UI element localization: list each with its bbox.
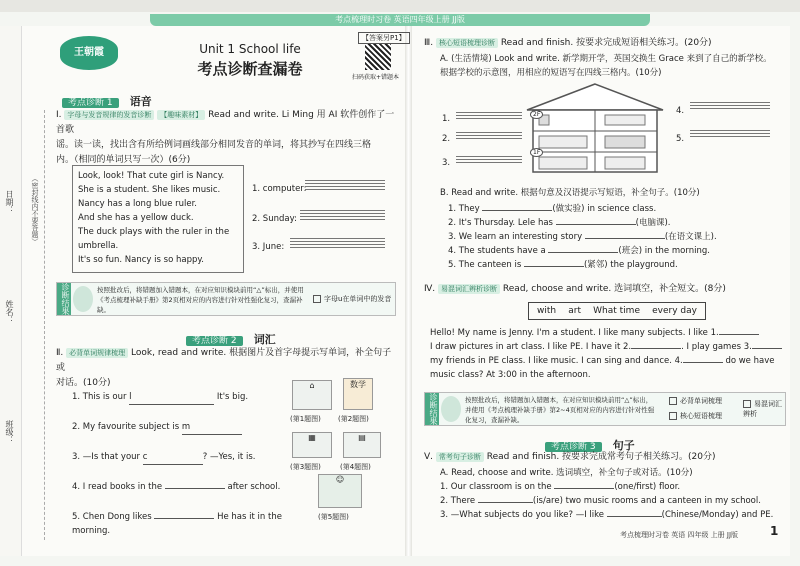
seal-line-note: （密封线内不要答题） <box>31 175 39 245</box>
sentence-text: after school. <box>227 482 281 492</box>
book-spine <box>405 26 412 556</box>
answer-blank[interactable] <box>631 348 681 349</box>
passage-text: . I play games 3. <box>681 342 752 352</box>
question-1 <box>56 108 396 168</box>
question-text: Read and finish. 按要求完成常考句子相关练习。(20分) <box>486 452 716 462</box>
check-label: 必背单词梳理 <box>680 397 722 405</box>
passage-text: Hello! My name is Jenny. I'm a student. I like many subjects. I like 1. <box>430 328 719 338</box>
item-text: 5. The canteen is <box>448 260 524 270</box>
section-2-header <box>186 328 386 348</box>
answer-blank[interactable] <box>607 516 662 517</box>
answer-blank[interactable] <box>482 210 552 211</box>
diagram-num: 5. <box>676 134 685 144</box>
section-badge: 考点诊断 3 <box>545 442 602 452</box>
poem-line: umbrella. <box>78 241 119 251</box>
classroom-desks-icon: ▦ <box>292 432 332 458</box>
q3-b-items <box>448 202 788 272</box>
b-item <box>448 230 788 244</box>
four-line-grid[interactable] <box>690 128 770 137</box>
poem-box <box>72 165 244 273</box>
checkbox-icon[interactable] <box>313 295 321 303</box>
item-label: 1. computer: <box>252 184 307 194</box>
poem-line: It's so fun. Nancy is so happy. <box>78 255 204 265</box>
hint-letter: l <box>129 392 132 402</box>
answer-blank[interactable] <box>182 420 242 435</box>
answer-blank[interactable] <box>554 488 614 489</box>
question-text: Read, choose and write. 选词填空，补全短文。(8分) <box>502 284 726 294</box>
word-option: with <box>537 306 557 316</box>
unit-title: Unit 1 School life <box>199 42 301 56</box>
sentence-text: He has it in the morning. <box>72 512 282 536</box>
item-text: 3. —What subjects do you like? —I like <box>440 510 607 520</box>
section-title: 语音 <box>129 95 152 108</box>
item-text: 2. There <box>440 496 478 506</box>
binding-margin <box>0 26 22 556</box>
q3-part-a <box>440 52 785 80</box>
four-line-grid[interactable] <box>456 130 522 139</box>
answer-blank[interactable] <box>752 348 782 349</box>
four-line-grid[interactable] <box>290 236 385 248</box>
header-banner: 考点梳理时习卷 英语四年级上册 JJ版 <box>150 14 650 26</box>
q2-sentence-5 <box>72 510 322 538</box>
hint-letter: c <box>142 452 148 462</box>
diagnosis-check-item[interactable] <box>669 411 722 421</box>
answer-blank[interactable] <box>524 266 584 267</box>
item-label: 2. Sunday: <box>252 214 297 224</box>
school-diagram <box>525 82 665 174</box>
question-number: Ⅴ. <box>424 452 434 462</box>
passage-text: my friends in PE class. I like music. I can sing and dance. 4. <box>430 356 683 366</box>
item-text: 1. Our classroom is on the <box>440 482 555 492</box>
answer-blank[interactable] <box>556 224 636 225</box>
word-option: art <box>568 306 581 316</box>
teacher-avatar <box>441 396 461 422</box>
answer-blank[interactable] <box>154 518 214 519</box>
poem-line: She is a student. She likes music. <box>78 185 221 195</box>
answer-tag: 【答案另P1】 <box>358 32 410 44</box>
q5-item <box>440 494 785 508</box>
check-label: 易混词汇辨析 <box>743 400 782 418</box>
item-hint: (班会) <box>618 246 643 256</box>
question-number: Ⅰ. <box>56 110 62 120</box>
b-item <box>448 244 788 258</box>
four-line-grid[interactable] <box>690 100 770 109</box>
item-text: in the morning. <box>642 246 710 256</box>
check-label: 字母u在单词中的发音 <box>324 295 392 303</box>
q5-item <box>440 480 785 494</box>
diagnosis-box <box>56 282 396 316</box>
question-text: 对话。(10分) <box>56 378 111 388</box>
question-number: Ⅳ. <box>424 284 436 294</box>
q2-sentence-3 <box>72 450 282 465</box>
q5-item <box>440 508 785 522</box>
question-tag: 字母与发音规律的发音诊断 <box>64 110 154 120</box>
sentence-text: 2. My favourite subject is <box>72 422 182 432</box>
item-text: 3. We learn an interesting story <box>448 232 585 242</box>
question-number: Ⅲ. <box>424 38 434 48</box>
answer-blank[interactable] <box>478 502 533 503</box>
word-option: What time <box>593 306 640 316</box>
diagram-num: 2. <box>442 134 451 144</box>
answer-blank[interactable] <box>165 488 225 489</box>
poem-line: Nancy has a long blue ruler. <box>78 199 198 209</box>
math-book-text: 数学 <box>350 380 366 389</box>
qr-code-icon[interactable] <box>365 44 391 70</box>
question-5 <box>424 450 784 465</box>
q2-sentence-1 <box>72 390 282 405</box>
question-tag: 易混词汇辨析诊断 <box>438 284 500 294</box>
item-hint: (Chinese/Monday) and PE. <box>661 510 774 520</box>
qr-caption: 扫码获取+错题本 <box>352 74 400 81</box>
question-text: A. Read, choose and write. 选词填空，补全句子或对话。(10分) <box>440 468 693 478</box>
seal-dash-line <box>44 110 45 540</box>
answer-blank[interactable] <box>129 390 214 405</box>
item-hint: (电脑课). <box>635 218 671 228</box>
item-hint: (one/first) floor. <box>614 482 681 492</box>
question-tag: 必背单词规律梳理 <box>66 348 128 358</box>
hint-letter: m <box>181 422 191 432</box>
sentence-text: ? —Yes, it is. <box>202 452 256 462</box>
page-title: 考点诊断查漏卷 <box>197 60 303 78</box>
poem-line: And she has a yellow duck. <box>78 213 194 223</box>
poem-line: Look, look! That cute girl is Nancy. <box>78 171 225 181</box>
question-text: Look, read and write. 根据图片及首字母提示写单词，补全句子或 <box>56 348 392 373</box>
answer-blank[interactable] <box>719 334 759 335</box>
item-text: in science class. <box>584 204 657 214</box>
q5-part-a <box>440 466 785 522</box>
checkbox-icon[interactable] <box>669 397 677 405</box>
b-item <box>448 258 788 272</box>
teacher-avatar <box>73 286 93 312</box>
checkbox-icon[interactable] <box>743 400 751 408</box>
sentence-text: 4. I read books in the <box>72 482 165 492</box>
section-badge: 考点诊断 1 <box>62 98 119 108</box>
diagram-num: 3. <box>442 158 451 168</box>
four-line-grid[interactable] <box>305 178 385 190</box>
section-badge: 考点诊断 2 <box>186 336 243 346</box>
question-tag: 【趣味素材】 <box>157 110 205 120</box>
q2-sentence-4 <box>72 480 282 494</box>
section-1-header <box>62 90 382 110</box>
answer-blank[interactable] <box>548 252 618 253</box>
question-number: Ⅱ. <box>56 348 64 358</box>
scan-edge <box>0 0 800 12</box>
pic-label: (第5题图) <box>318 513 349 521</box>
pic-label: (第4题图) <box>340 463 371 471</box>
class-label: 班级： <box>5 420 14 444</box>
answer-blank[interactable] <box>683 362 723 363</box>
item-text: 2. It's Thursday. Lele has <box>448 218 556 228</box>
poem-line: The duck plays with the ruler in the <box>78 227 230 237</box>
b-item <box>448 202 788 216</box>
passage-text: music class? At 3:00 in the afternoon. <box>430 370 591 380</box>
diagnosis-check-item[interactable] <box>669 396 722 406</box>
answer-blank[interactable] <box>143 450 203 465</box>
item-text: the playground. <box>607 260 678 270</box>
question-text: Read and finish. 按要求完成短语相关练习。(20分) <box>500 38 712 48</box>
diagnosis-side-label: 诊断结果 <box>425 393 439 425</box>
diagnosis-check-item[interactable] <box>313 294 391 304</box>
math-book-icon <box>343 378 373 410</box>
diagnosis-side-label: 诊断结果 <box>57 283 71 315</box>
question-3 <box>424 36 784 51</box>
question-text: 根据学校的示意图，用相应的短语写在四线三格内。(10分) <box>440 68 662 78</box>
question-tag: 常考句子诊断 <box>436 452 484 462</box>
question-text: Read and write. Li Ming 用 AI 软件创作了一首歌 <box>56 110 395 135</box>
q2-sentence-2 <box>72 420 282 435</box>
question-text: A. (生活情境) Look and write. 新学期开学，英国交换生 Grace 来到了自己的新学校。 <box>440 54 772 64</box>
item-label: 3. June: <box>252 242 285 252</box>
passage <box>430 326 786 382</box>
word-option: every day <box>652 306 697 316</box>
sentence-text: 1. This is our <box>72 392 130 402</box>
page-footer: 考点梳理时习卷 英语 四年级 上册 JJ版 <box>620 531 739 539</box>
date-label: 日期： <box>5 190 14 214</box>
name-label: 姓名： <box>5 300 14 324</box>
item-hint: (紧邻) <box>583 260 608 270</box>
four-line-grid[interactable] <box>456 110 522 119</box>
item-hint: (在语文课上). <box>664 232 717 242</box>
checkbox-icon[interactable] <box>669 412 677 420</box>
brand-logo: 王朝霞 <box>60 36 118 70</box>
pic-label: (第1题图) <box>290 415 321 423</box>
item-text: 4. The students have a <box>448 246 549 256</box>
b-item <box>448 216 788 230</box>
question-text: B. Read and write. 根据句意及汉语提示写短语，补全句子。(10分) <box>440 188 700 198</box>
question-text: 谣。读一读，找出含有所给例词画线部分相同发音的单词，将其抄写在四线三格 <box>56 140 372 150</box>
diagnosis-box <box>424 392 786 426</box>
passage-text: do we have <box>725 356 775 366</box>
diagnosis-text: 按照批改后，将错题加入错题本，在对应知识模块前用“△”标出，并使用《考点梳理补缺手册》第2~4页相对应的内容进行针对性强化复习，查漏补缺。 <box>465 396 655 424</box>
page-number: 1 <box>770 524 779 538</box>
answer-blank[interactable] <box>585 238 665 239</box>
check-label: 核心短语梳理 <box>680 412 722 420</box>
item-text: 1. They <box>448 204 483 214</box>
floor-label: 2F <box>530 110 543 119</box>
sentence-text: It's big. <box>216 392 249 402</box>
diagram-num: 1. <box>442 114 451 124</box>
word-bank <box>528 302 706 320</box>
pic-label: (第2题图) <box>338 415 369 423</box>
floor-label: 1F <box>530 148 543 157</box>
library-shelf-icon: ▤ <box>343 432 381 458</box>
four-line-grid[interactable] <box>300 208 385 220</box>
question-4 <box>424 282 784 297</box>
diagnosis-check-item[interactable] <box>743 399 783 419</box>
sentence-text: 3. —Is that your <box>72 452 143 462</box>
diagnosis-text: 按照批改后，将错题加入错题本，在对应知识模块前用“△”标出，并使用《考点梳理补缺手册》第2页相对应的内容进行针对性强化复习，查漏补缺。 <box>97 286 304 314</box>
pe-class-icon: ☺ <box>318 474 362 508</box>
item-hint: (is/are) two music rooms and a canteen in my school. <box>532 496 761 506</box>
section-title: 词汇 <box>253 333 276 346</box>
q3-part-b <box>440 186 785 200</box>
diagram-num: 4. <box>676 106 685 116</box>
item-hint: (做实验) <box>552 204 585 214</box>
passage-text: I draw pictures in art class. I like PE. I have it 2. <box>430 342 632 352</box>
section-title: 句子 <box>612 439 635 452</box>
sentence-text: 5. Chen Dong likes <box>72 512 155 522</box>
four-line-grid[interactable] <box>456 154 522 163</box>
question-tag: 核心短语梳理诊断 <box>436 38 498 48</box>
pic-label: (第3题图) <box>290 463 321 471</box>
school-building-icon: ⌂ <box>292 380 332 410</box>
question-text: 内。（相同的单词只写一次）(6分) <box>56 155 191 165</box>
